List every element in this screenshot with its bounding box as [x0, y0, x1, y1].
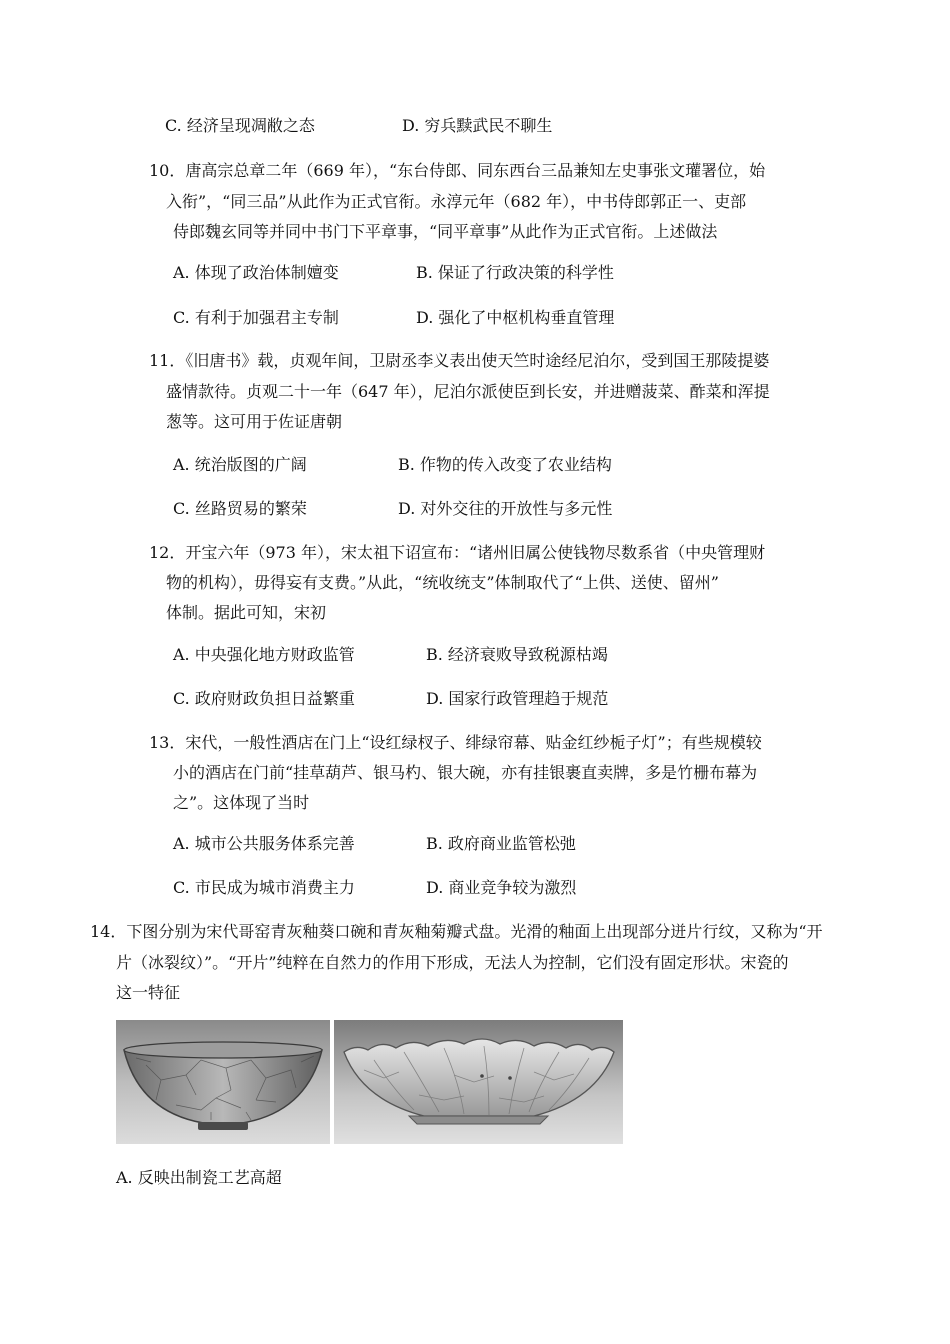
q10-stem-line-3: 侍郎魏玄同等并同中书门下平章事，“同平章事”从此作为正式官衔。上述做法	[173, 222, 718, 241]
q11-option-a[interactable]: A. 统治版图的广阔	[173, 455, 307, 474]
ceramics-figure	[116, 1020, 623, 1144]
q11-option-d[interactable]: D. 对外交往的开放性与多元性	[398, 499, 613, 518]
q13-option-d[interactable]: D. 商业竞争较为激烈	[426, 878, 577, 897]
q10-option-d[interactable]: D. 强化了中枢机构垂直管理	[416, 308, 615, 327]
q10-option-b[interactable]: B. 保证了行政决策的科学性	[416, 263, 614, 282]
q9-option-c[interactable]: C. 经济呈现凋敝之态	[165, 116, 315, 135]
q12-stem-line-2: 物的机构），毋得妄有支费。”从此，“统收统支”体制取代了“上供、送使、留州”	[166, 573, 719, 592]
q11-option-b[interactable]: B. 作物的传入改变了农业结构	[398, 455, 612, 474]
q13-option-a[interactable]: A. 城市公共服务体系完善	[173, 834, 355, 853]
kuikou-bowl-image	[116, 1020, 330, 1144]
q12-option-d[interactable]: D. 国家行政管理趋于规范	[426, 689, 609, 708]
q13-option-c[interactable]: C. 市民成为城市消费主力	[173, 878, 355, 897]
q10-stem-line-2: 入衔”，“同三品”从此作为正式官衔。永淳元年（682 年），中书侍郎郭正一、吏部	[166, 192, 747, 211]
q10-option-c[interactable]: C. 有利于加强君主专制	[173, 308, 339, 327]
q13-stem-line-2: 小的酒店在门前“挂草葫芦、银马杓、银大碗，亦有挂银裹直卖牌，多是竹栅布幕为	[173, 763, 758, 782]
q12-stem-line-1: 12．开宝六年（973 年），宋太祖下诏宣布：“诸州旧属公使钱物尽数系省（中央管理财	[149, 543, 766, 562]
q12-option-b[interactable]: B. 经济衰败导致税源枯竭	[426, 645, 608, 664]
q11-stem-line-1: 11．《旧唐书》载，贞观年间，卫尉丞李义表出使天竺时途经尼泊尔，受到国王那陵提婆	[149, 351, 770, 370]
q14-option-a[interactable]: A. 反映出制瓷工艺高超	[116, 1168, 282, 1187]
q11-option-c[interactable]: C. 丝路贸易的繁荣	[173, 499, 307, 518]
q11-stem-line-2: 盛情款待。贞观二十一年（647 年），尼泊尔派使臣到长安，并进赠菠菜、酢菜和浑提	[166, 382, 770, 401]
chrysanthemum-plate-image	[334, 1020, 623, 1144]
q13-stem-line-3: 之”。这体现了当时	[173, 793, 310, 812]
q12-stem-line-3: 体制。据此可知，宋初	[166, 603, 327, 622]
q14-stem-line-3: 这一特征	[116, 983, 181, 1002]
q10-stem-line-1: 10．唐高宗总章二年（669 年），“东台侍郎、同东西台三品兼知左史事张文瓘署位，始	[149, 161, 766, 180]
q10-option-a[interactable]: A. 体现了政治体制嬗变	[173, 263, 339, 282]
q13-stem-line-1: 13．宋代，一般性酒店在门上“设红绿杈子、绯绿帘幕、贴金红纱栀子灯”；有些规模较	[149, 733, 762, 752]
q14-stem-line-1: 14．下图分别为宋代哥窑青灰釉葵口碗和青灰釉菊瓣式盘。光滑的釉面上出现部分迸片行纹，又称为“开	[90, 922, 823, 941]
q12-option-c[interactable]: C. 政府财政负担日益繁重	[173, 689, 355, 708]
q12-option-a[interactable]: A. 中央强化地方财政监管	[173, 645, 355, 664]
q11-stem-line-3: 葱等。这可用于佐证唐朝	[166, 412, 343, 431]
q9-option-d[interactable]: D. 穷兵黩武民不聊生	[402, 116, 553, 135]
q13-option-b[interactable]: B. 政府商业监管松弛	[426, 834, 576, 853]
q14-stem-line-2: 片（冰裂纹）”。“开片”纯粹在自然力的作用下形成，无法人为控制，它们没有固定形状。宋瓷的	[116, 953, 789, 972]
